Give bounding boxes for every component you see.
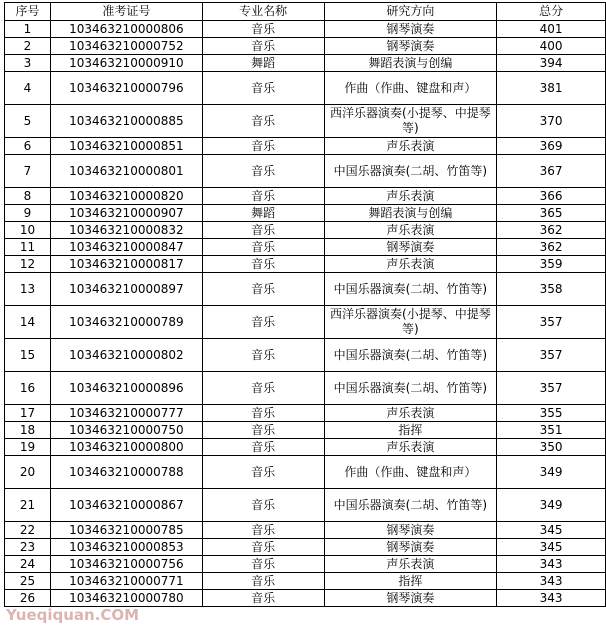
row-exam-id: 103463210000785 — [50, 522, 202, 539]
row-direction: 舞蹈表演与创编 — [324, 205, 497, 222]
header-exam-id: 准考证号 — [50, 3, 202, 21]
row-exam-id: 103463210000832 — [50, 222, 202, 239]
row-direction: 声乐表演 — [324, 138, 497, 155]
row-direction: 舞蹈表演与创编 — [324, 55, 497, 72]
row-major: 舞蹈 — [202, 55, 324, 72]
row-major: 音乐 — [202, 556, 324, 573]
row-major: 音乐 — [202, 38, 324, 55]
table-row — [5, 72, 606, 105]
table-row — [5, 590, 606, 607]
row-direction: 中国乐器演奏(二胡、竹笛等) — [324, 339, 497, 372]
row-direction: 钢琴演奏 — [324, 21, 497, 38]
row-score: 355 — [497, 405, 606, 422]
row-index: 14 — [5, 306, 51, 339]
row-major: 音乐 — [202, 489, 324, 522]
row-major: 音乐 — [202, 239, 324, 256]
header-index: 序号 — [5, 3, 51, 21]
row-direction: 声乐表演 — [324, 405, 497, 422]
table-row — [5, 489, 606, 522]
row-major: 音乐 — [202, 590, 324, 607]
table-row — [5, 405, 606, 422]
row-major: 音乐 — [202, 405, 324, 422]
row-direction: 钢琴演奏 — [324, 590, 497, 607]
table-row — [5, 522, 606, 539]
row-score: 369 — [497, 138, 606, 155]
row-exam-id: 103463210000789 — [50, 306, 202, 339]
row-index: 17 — [5, 405, 51, 422]
row-index: 6 — [5, 138, 51, 155]
table-row — [5, 205, 606, 222]
header-major: 专业名称 — [202, 3, 324, 21]
row-exam-id: 103463210000788 — [50, 456, 202, 489]
row-major: 音乐 — [202, 256, 324, 273]
row-direction: 作曲（作曲、键盘和声） — [324, 456, 497, 489]
table-row — [5, 55, 606, 72]
row-direction: 中国乐器演奏(二胡、竹笛等) — [324, 273, 497, 306]
row-index: 1 — [5, 21, 51, 38]
row-score: 357 — [497, 339, 606, 372]
row-index: 12 — [5, 256, 51, 273]
row-exam-id: 103463210000752 — [50, 38, 202, 55]
row-exam-id: 103463210000907 — [50, 205, 202, 222]
row-index: 15 — [5, 339, 51, 372]
row-index: 7 — [5, 155, 51, 188]
row-index: 9 — [5, 205, 51, 222]
row-direction: 声乐表演 — [324, 439, 497, 456]
row-index: 24 — [5, 556, 51, 573]
row-direction: 中国乐器演奏(二胡、竹笛等) — [324, 489, 497, 522]
row-exam-id: 103463210000771 — [50, 573, 202, 590]
row-direction: 声乐表演 — [324, 556, 497, 573]
row-major: 音乐 — [202, 573, 324, 590]
row-exam-id: 103463210000820 — [50, 188, 202, 205]
row-major: 音乐 — [202, 456, 324, 489]
row-index: 4 — [5, 72, 51, 105]
row-index: 10 — [5, 222, 51, 239]
row-major: 音乐 — [202, 306, 324, 339]
row-major: 音乐 — [202, 138, 324, 155]
row-exam-id: 103463210000897 — [50, 273, 202, 306]
row-score: 349 — [497, 456, 606, 489]
row-major: 音乐 — [202, 72, 324, 105]
row-major: 音乐 — [202, 372, 324, 405]
row-exam-id: 103463210000796 — [50, 72, 202, 105]
row-exam-id: 103463210000853 — [50, 539, 202, 556]
row-exam-id: 103463210000867 — [50, 489, 202, 522]
table-row — [5, 239, 606, 256]
site-watermark: Yueqiquan.COM — [6, 606, 140, 624]
table-row — [5, 306, 606, 339]
row-major: 音乐 — [202, 539, 324, 556]
row-exam-id: 103463210000847 — [50, 239, 202, 256]
row-exam-id: 103463210000802 — [50, 339, 202, 372]
row-index: 18 — [5, 422, 51, 439]
row-score: 394 — [497, 55, 606, 72]
row-exam-id: 103463210000885 — [50, 105, 202, 138]
row-direction: 声乐表演 — [324, 188, 497, 205]
table-row — [5, 256, 606, 273]
row-major: 音乐 — [202, 522, 324, 539]
row-direction: 指挥 — [324, 573, 497, 590]
row-direction: 声乐表演 — [324, 256, 497, 273]
row-index: 23 — [5, 539, 51, 556]
row-major: 音乐 — [202, 222, 324, 239]
row-index: 25 — [5, 573, 51, 590]
row-index: 13 — [5, 273, 51, 306]
row-direction: 中国乐器演奏(二胡、竹笛等) — [324, 372, 497, 405]
table-row — [5, 573, 606, 590]
row-score: 349 — [497, 489, 606, 522]
row-score: 345 — [497, 539, 606, 556]
row-exam-id: 103463210000750 — [50, 422, 202, 439]
header-row — [5, 3, 606, 21]
row-exam-id: 103463210000801 — [50, 155, 202, 188]
row-direction: 作曲（作曲、键盘和声） — [324, 72, 497, 105]
row-major: 舞蹈 — [202, 205, 324, 222]
row-exam-id: 103463210000806 — [50, 21, 202, 38]
row-score: 381 — [497, 72, 606, 105]
row-exam-id: 103463210000910 — [50, 55, 202, 72]
row-exam-id: 103463210000851 — [50, 138, 202, 155]
row-direction: 钢琴演奏 — [324, 38, 497, 55]
header-score: 总分 — [497, 3, 606, 21]
row-major: 音乐 — [202, 155, 324, 188]
row-index: 22 — [5, 522, 51, 539]
row-score: 366 — [497, 188, 606, 205]
row-score: 345 — [497, 522, 606, 539]
row-index: 5 — [5, 105, 51, 138]
row-direction: 钢琴演奏 — [324, 539, 497, 556]
row-score: 370 — [497, 105, 606, 138]
row-index: 20 — [5, 456, 51, 489]
row-direction: 指挥 — [324, 422, 497, 439]
row-major: 音乐 — [202, 273, 324, 306]
row-index: 2 — [5, 38, 51, 55]
header-direction: 研究方向 — [324, 3, 497, 21]
table-row — [5, 456, 606, 489]
row-exam-id: 103463210000780 — [50, 590, 202, 607]
row-score: 362 — [497, 222, 606, 239]
row-score: 359 — [497, 256, 606, 273]
row-index: 16 — [5, 372, 51, 405]
row-exam-id: 103463210000800 — [50, 439, 202, 456]
row-index: 11 — [5, 239, 51, 256]
row-major: 音乐 — [202, 105, 324, 138]
table-row — [5, 105, 606, 138]
row-score: 343 — [497, 573, 606, 590]
row-index: 19 — [5, 439, 51, 456]
row-index: 8 — [5, 188, 51, 205]
row-exam-id: 103463210000896 — [50, 372, 202, 405]
row-score: 358 — [497, 273, 606, 306]
row-exam-id: 103463210000756 — [50, 556, 202, 573]
row-major: 音乐 — [202, 339, 324, 372]
row-exam-id: 103463210000817 — [50, 256, 202, 273]
row-direction: 钢琴演奏 — [324, 239, 497, 256]
row-score: 357 — [497, 372, 606, 405]
table-row — [5, 439, 606, 456]
row-score: 343 — [497, 556, 606, 573]
row-index: 26 — [5, 590, 51, 607]
row-score: 357 — [497, 306, 606, 339]
row-score: 367 — [497, 155, 606, 188]
table-row — [5, 188, 606, 205]
row-direction: 钢琴演奏 — [324, 522, 497, 539]
row-major: 音乐 — [202, 422, 324, 439]
table-row — [5, 422, 606, 439]
row-direction: 西洋乐器演奏(小提琴、中提琴等) — [324, 306, 497, 339]
row-score: 365 — [497, 205, 606, 222]
table-row — [5, 222, 606, 239]
table-row — [5, 339, 606, 372]
row-direction: 声乐表演 — [324, 222, 497, 239]
score-table — [4, 2, 606, 607]
row-score: 343 — [497, 590, 606, 607]
row-index: 3 — [5, 55, 51, 72]
table-row — [5, 372, 606, 405]
table-row — [5, 273, 606, 306]
row-major: 音乐 — [202, 188, 324, 205]
row-major: 音乐 — [202, 21, 324, 38]
row-score: 362 — [497, 239, 606, 256]
row-exam-id: 103463210000777 — [50, 405, 202, 422]
table-row — [5, 38, 606, 55]
table-row — [5, 539, 606, 556]
table-row — [5, 138, 606, 155]
row-index: 21 — [5, 489, 51, 522]
row-major: 音乐 — [202, 439, 324, 456]
table-row — [5, 556, 606, 573]
row-score: 401 — [497, 21, 606, 38]
table-row — [5, 21, 606, 38]
row-direction: 中国乐器演奏(二胡、竹笛等) — [324, 155, 497, 188]
row-direction: 西洋乐器演奏(小提琴、中提琴等) — [324, 105, 497, 138]
table-row — [5, 155, 606, 188]
row-score: 351 — [497, 422, 606, 439]
row-score: 350 — [497, 439, 606, 456]
row-score: 400 — [497, 38, 606, 55]
table-body — [5, 21, 606, 607]
